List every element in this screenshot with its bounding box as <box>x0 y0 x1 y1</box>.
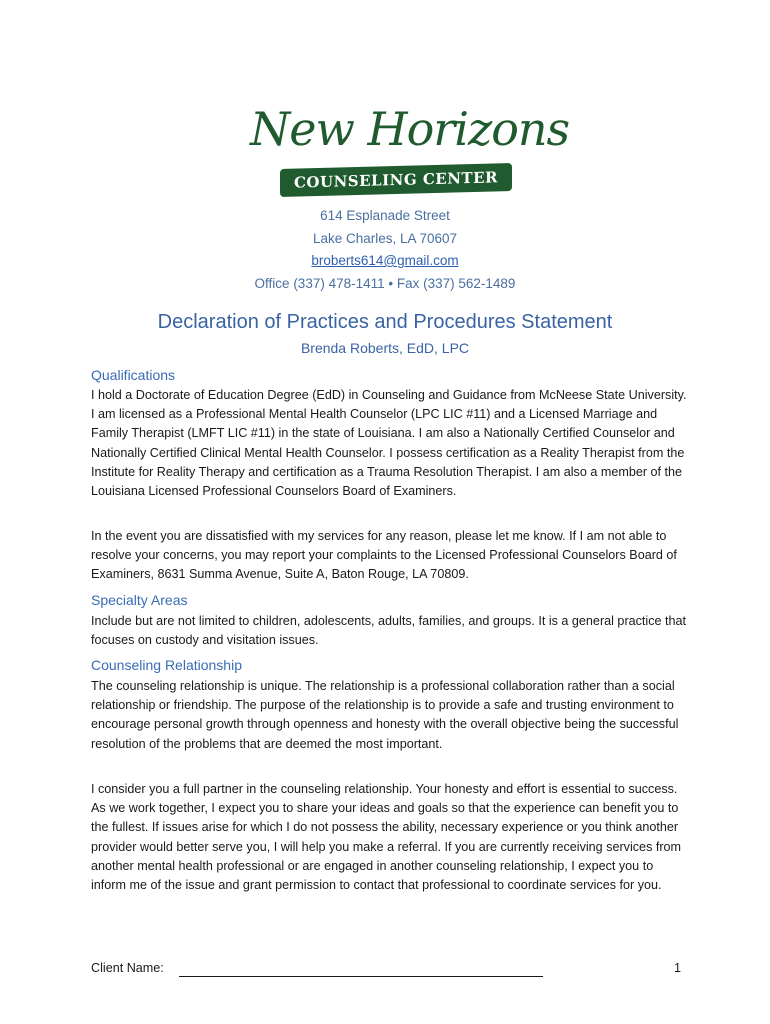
relationship-paragraph: The counseling relationship is unique. The relationship is a professional collaboration rather than a social relationship or friendship. The purpose of the relationship is to provide a safe and trusting environment to encourage personal growth through openness and honesty with the overall objective being the successful resolution of the problems that are deemed the most important. <box>91 679 679 751</box>
partnership-paragraph: I consider you a full partner in the counseling relationship. Your honesty and effort is essential to success. As we work together, I expect you to share your ideas and goals so that the experience can benefit you to the fullest. If issues arise for which I do not possess the ability, necessary experience or you think another provider would better serve you, I will help you make a referral. If you are currently receiving services from another mental health professional or are engaged in another counseling relationship, I expect you to inform me of the issue and grant permission to contact that professional to coordinate services for you. <box>91 782 682 893</box>
phone-fax-line: Office (337) 478-1411 • Fax (337) 562-1489 <box>254 276 516 291</box>
page-number: 1 <box>673 961 681 975</box>
document-title: Declaration of Practices and Procedures Statement <box>157 311 613 333</box>
address-street: 614 Esplanade Street <box>320 208 450 223</box>
logo-banner: COUNSELING CENTER <box>280 163 512 197</box>
complaints-paragraph: In the event you are dissatisfied with my services for any reason, please let me know. If I am not able to resolve your concerns, you may report your complaints to the Licensed Professional Counselors Board of Examiners, 8631 Summa Avenue, Suite A, Baton Rouge, LA 70809. <box>91 529 677 582</box>
center-logo <box>250 100 570 200</box>
email-link[interactable]: broberts614@gmail.com <box>311 253 459 268</box>
qualifications-heading: Qualifications <box>91 367 176 383</box>
email-line <box>0 253 770 268</box>
specialty-heading: Specialty Areas <box>91 592 188 608</box>
document-author: Brenda Roberts, EdD, LPC <box>300 340 470 356</box>
qualifications-paragraph: I hold a Doctorate of Education Degree (EdD) in Counseling and Guidance from McNeese State University. I am licensed as a Professional Mental Health Counselor (LPC LIC #11) and a Licensed Marriage and Family Therapist (LMFT LIC #11) in the state of Louisiana. I am also a Nationally Certified Counselor and Nationally Certified Clinical Mental Health Counselor. I possess certification as a Reality Therapist from the Institute for Reality Therapy and certification as a Trauma Resolution Therapist. I am also a member of the Louisiana Licensed Professional Counselors Board of Examiners. <box>91 388 687 499</box>
specialty-paragraph: Include but are not limited to children, adolescents, adults, families, and groups. It is a general practice that focuses on custody and visitation issues. <box>91 614 687 648</box>
relationship-heading: Counseling Relationship <box>91 657 242 673</box>
logo-title: New Horizons <box>250 102 570 156</box>
client-name-field[interactable] <box>179 976 543 977</box>
client-name-label: Client Name: <box>91 961 164 975</box>
address-city: Lake Charles, LA 70607 <box>312 231 458 246</box>
